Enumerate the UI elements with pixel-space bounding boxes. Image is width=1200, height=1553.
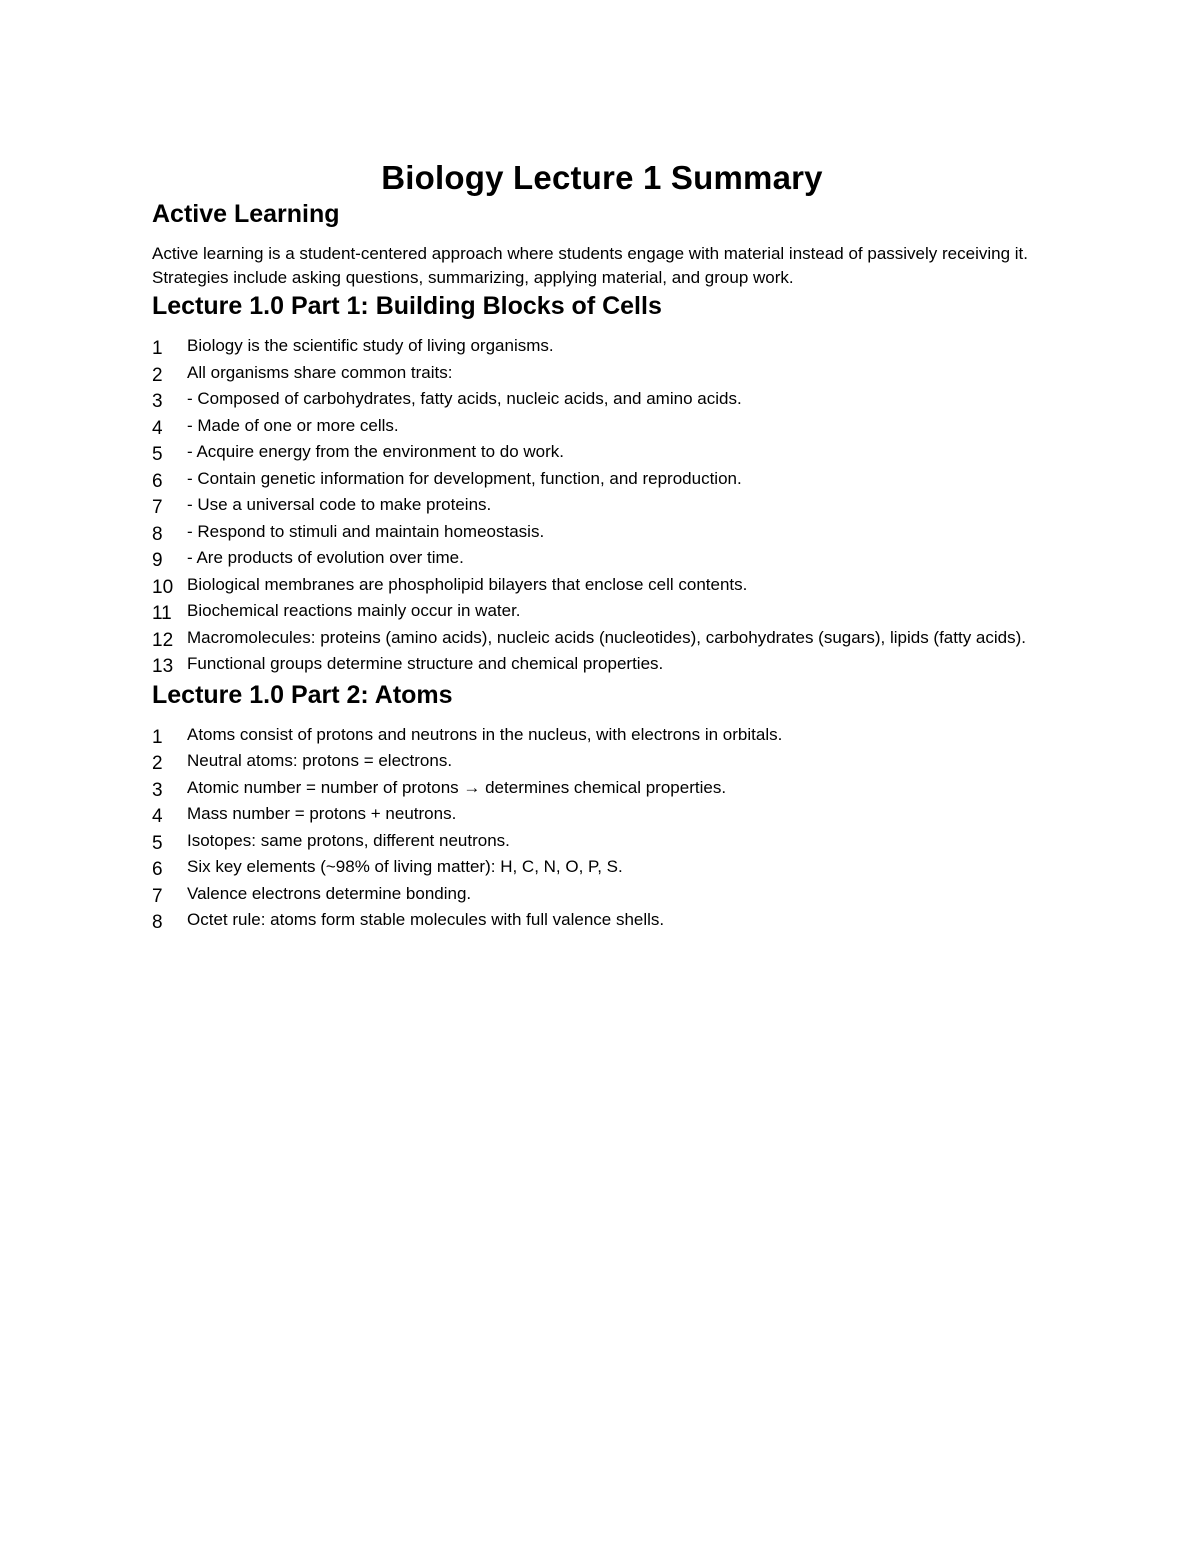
item-text: Biology is the scientific study of living organisms. (187, 336, 554, 355)
list-item (152, 520, 1052, 547)
page-title: Biology Lecture 1 Summary (381, 159, 823, 196)
document-page (152, 158, 1052, 935)
item-number: 12 (152, 629, 174, 651)
active-learning-paragraph: Active learning is a student-centered approach where students engage with material instead of passively receiving it. Strategies include asking questions, summarizing, applying material, and group work. (152, 244, 1028, 287)
item-text: - Are products of evolution over time. (187, 548, 464, 567)
item-number: 4 (152, 417, 163, 439)
section-heading-part2: Lecture 1.0 Part 2: Atoms (152, 680, 453, 709)
item-number: 2 (152, 753, 163, 774)
list-item (152, 440, 1052, 467)
item-text: Macromolecules: proteins (amino acids), nucleic acids (nucleotides), carbohydrates (sugars), lipids (fatty acids). (187, 627, 1027, 647)
item-number: 2 (152, 364, 163, 386)
item-text: - Contain genetic information for development, function, and reproduction. (187, 468, 742, 488)
item-text: - Composed of carbohydrates, fatty acids, nucleic acids, and amino acids. (187, 389, 742, 408)
list-item (152, 599, 1052, 626)
list-item (152, 723, 1052, 750)
list-item (152, 546, 1052, 573)
item-number: 6 (152, 859, 163, 880)
item-number: 6 (152, 470, 163, 492)
item-text: All organisms share common traits: (187, 362, 453, 382)
list-item (152, 652, 1052, 679)
item-number: 4 (152, 806, 163, 827)
list-item (152, 493, 1052, 520)
item-number: 3 (152, 391, 163, 412)
item-number: 9 (152, 550, 163, 571)
item-number: 7 (152, 497, 163, 518)
item-number: 1 (152, 726, 163, 748)
item-number: 13 (152, 656, 174, 677)
section-heading-active-learning: Active Learning (152, 200, 340, 228)
list-item (152, 387, 1052, 414)
list-item (152, 802, 1052, 829)
section-heading-part1: Lecture 1.0 Part 1: Building Blocks of Cells (152, 292, 662, 320)
item-number: 1 (152, 338, 163, 359)
item-text: Biological membranes are phospholipid bilayers that enclose cell contents. (187, 574, 748, 594)
list-item (152, 776, 1052, 803)
item-number: 8 (152, 912, 163, 933)
item-text: - Made of one or more cells. (187, 415, 399, 435)
item-text: Six key elements (~98% of living matter): H, C, N, O, P, S. (187, 857, 623, 876)
item-number: 7 (152, 885, 163, 907)
item-text: Atomic number = number of protons → determines chemical properties. (187, 777, 727, 797)
item-number: 8 (152, 523, 163, 545)
list-item (152, 467, 1052, 494)
list-item (152, 414, 1052, 441)
part1-list (152, 334, 1052, 679)
list-item (152, 361, 1052, 388)
item-text: Biochemical reactions mainly occur in water. (187, 601, 521, 620)
item-number: 5 (152, 832, 163, 854)
item-text: - Respond to stimuli and maintain homeostasis. (187, 521, 545, 541)
list-item (152, 573, 1052, 600)
part2-list (152, 723, 1052, 935)
item-text: Octet rule: atoms form stable molecules with full valence shells. (187, 910, 665, 929)
item-number: 3 (152, 779, 163, 801)
list-item (152, 334, 1052, 361)
item-number: 5 (152, 444, 163, 465)
item-text: Valence electrons determine bonding. (187, 883, 472, 903)
list-item (152, 908, 1052, 935)
item-text: Functional groups determine structure and chemical properties. (187, 654, 664, 673)
item-text: Mass number = protons + neutrons. (187, 804, 457, 823)
item-text: Neutral atoms: protons = electrons. (187, 751, 453, 770)
item-number: 10 (152, 576, 174, 598)
item-text: Isotopes: same protons, different neutrons. (187, 830, 510, 850)
item-text: - Use a universal code to make proteins. (187, 495, 492, 514)
list-item (152, 626, 1052, 653)
list-item (152, 882, 1052, 909)
item-text: - Acquire energy from the environment to do work. (187, 442, 565, 461)
list-item (152, 855, 1052, 882)
item-number: 11 (152, 603, 172, 624)
list-item (152, 829, 1052, 856)
item-text: Atoms consist of protons and neutrons in the nucleus, with electrons in orbitals. (187, 724, 783, 744)
list-item (152, 749, 1052, 776)
